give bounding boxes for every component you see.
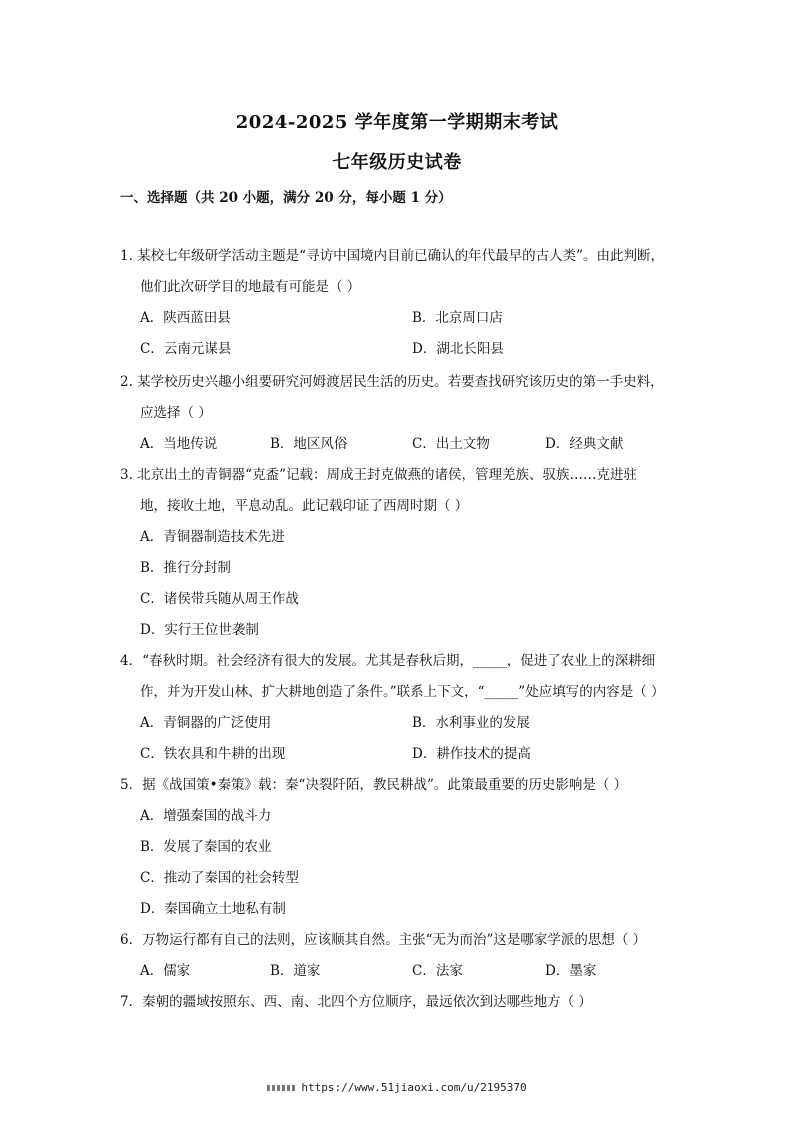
question-2-line-2: 应选择（ ）: [140, 405, 212, 421]
footer-watermark: [0, 1081, 794, 1094]
question-6-option-b: B．道家: [270, 963, 321, 979]
question-4-line-2: 作，并为开发山林、扩大耕地创造了条件。”联系上下文，“_____”处应填写的内容是（ ）: [140, 684, 665, 700]
site-logo-icon: [267, 1085, 295, 1091]
question-5-option-c: C．推动了秦国的社会转型: [140, 870, 299, 886]
question-2-line-1: 2. 某学校历史兴趣小组要研究河姆渡居民生活的历史。若要查找研究该历史的第一手史料，: [120, 374, 664, 390]
footer-url-link[interactable]: https://www.51jiaoxi.com/u/2195370: [301, 1081, 527, 1094]
question-1-option-d: D．湖北长阳县: [412, 341, 504, 357]
question-2-option-a: A．当地传说: [140, 436, 218, 452]
question-3-line-2: 地，接收土地，平息动乱。此记载印证了西周时期（ ）: [140, 498, 469, 514]
question-7-line-1: 7．秦朝的疆域按照东、西、南、北四个方位顺序，最远依次到达哪些地方（ ）: [120, 994, 592, 1010]
question-4-option-b: B．水利事业的发展: [412, 715, 530, 731]
question-4-option-a: A．青铜器的广泛使用: [140, 715, 272, 731]
question-3-option-d: D．实行王位世袭制: [140, 622, 259, 638]
question-3-option-a: A．青铜器制造技术先进: [140, 529, 285, 545]
question-1-line-2: 他们此次研学目的地最有可能是（ ）: [140, 279, 361, 295]
question-3-line-1: 3. 北京出土的青铜器“克盉”记载：周成王封克做燕的诸侯，管理羌族、驭族……克进驻: [120, 467, 637, 483]
exam-subtitle: 七年级历史试卷: [332, 152, 462, 173]
question-5-option-a: A．增强秦国的战斗力: [140, 808, 272, 824]
question-1-line-1: 1. 某校七年级研学活动主题是“寻访中国境内目前已确认的年代最早的古人类”。由此判断，: [120, 248, 664, 264]
question-4-option-c: C．铁农具和牛耕的出现: [140, 746, 286, 762]
question-1-option-a: A．陕西蓝田县: [140, 310, 231, 326]
question-3-option-c: C．诸侯带兵随从周王作战: [140, 591, 299, 607]
question-2-option-b: B．地区风俗: [270, 436, 348, 452]
question-5-line-1: 5．据《战国策•秦策》载：秦“决裂阡陌，教民耕战”。此策最重要的历史影响是（ ）: [120, 777, 628, 793]
exam-title: 2024-2025 学年度第一学期期末考试: [235, 112, 559, 133]
question-5-option-d: D．秦国确立土地私有制: [140, 901, 286, 917]
question-4-line-1: 4．“春秋时期。社会经济有很大的发展。尤其是春秋后期，_____，促进了农业上的深耕细: [120, 653, 656, 669]
question-3-option-b: B．推行分封制: [140, 560, 231, 576]
question-2-option-c: C．出土文物: [412, 436, 490, 452]
question-6-line-1: 6．万物运行都有自己的法则，应该顺其自然。主张“无为而治”这是哪家学派的思想（ ）: [120, 932, 647, 948]
question-6-option-c: C．法家: [412, 963, 463, 979]
question-4-option-d: D．耕作技术的提高: [412, 746, 531, 762]
question-1-option-c: C．云南元谋县: [140, 341, 232, 357]
question-6-option-d: D．墨家: [545, 963, 597, 979]
section-heading: 一、选择题（共 20 小题，满分 20 分，每小题 1 分）: [120, 190, 452, 206]
question-5-option-b: B．发展了秦国的农业: [140, 839, 272, 855]
question-1-option-b: B．北京周口店: [412, 310, 503, 326]
question-2-option-d: D．经典文献: [545, 436, 624, 452]
question-6-option-a: A．儒家: [140, 963, 191, 979]
